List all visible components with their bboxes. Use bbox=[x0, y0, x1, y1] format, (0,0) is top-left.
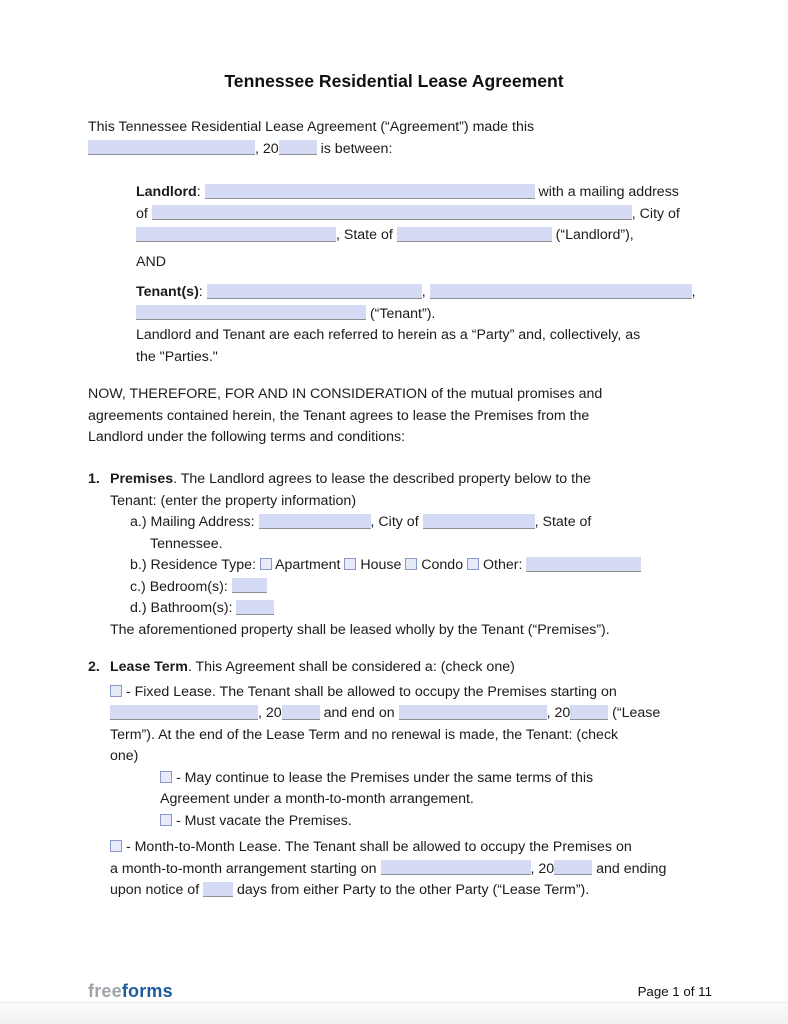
text-line bbox=[110, 555, 641, 577]
text: a month-to-month arrangement starting on bbox=[110, 860, 381, 877]
text: The aforementioned property shall be leased wholly by the Tenant (“Premises”). bbox=[110, 621, 610, 638]
text: : bbox=[198, 284, 207, 300]
checkbox[interactable] bbox=[405, 558, 417, 570]
blank-field[interactable] bbox=[110, 705, 258, 720]
bold-text: Premises bbox=[110, 471, 174, 487]
text-line bbox=[88, 117, 534, 139]
text: - May continue to lease the Premises under the same terms of this bbox=[172, 769, 594, 786]
text-line bbox=[88, 469, 641, 491]
text: , State of bbox=[336, 227, 397, 243]
and-separator bbox=[136, 252, 166, 274]
blank-field[interactable] bbox=[236, 600, 274, 615]
text-line bbox=[88, 139, 534, 161]
text: Landlord and Tenant are each referred to herein as a “Party” and, collectively, as bbox=[136, 327, 641, 343]
text-line bbox=[110, 534, 641, 556]
item-number: 1. bbox=[88, 471, 100, 487]
text-line bbox=[136, 282, 696, 304]
text: c.) Bedroom(s): bbox=[130, 578, 232, 595]
text: - Fixed Lease. The Tenant shall be allowed to occupy the Premises starting on bbox=[122, 683, 617, 700]
text: Agreement under a month-to-month arrangement. bbox=[160, 791, 474, 807]
text-line bbox=[136, 204, 680, 226]
text-line bbox=[110, 491, 641, 513]
text-line bbox=[88, 657, 666, 679]
text: of bbox=[136, 205, 152, 222]
text: , 20 bbox=[530, 860, 555, 877]
intro-paragraph bbox=[88, 117, 534, 160]
blank-field[interactable] bbox=[152, 205, 632, 220]
text: , bbox=[691, 284, 696, 300]
text-line bbox=[136, 252, 166, 274]
text: Tennessee. bbox=[150, 535, 223, 552]
text: : bbox=[196, 184, 205, 200]
checkbox[interactable] bbox=[344, 558, 356, 570]
text: , bbox=[421, 284, 430, 300]
blank-field[interactable] bbox=[397, 227, 552, 242]
logo-forms-text: forms bbox=[121, 981, 173, 1001]
text: is between: bbox=[316, 140, 393, 157]
text: Other: bbox=[479, 557, 527, 573]
bold-text: Landlord bbox=[136, 184, 197, 200]
text-line bbox=[136, 182, 680, 204]
checkbox[interactable] bbox=[160, 814, 172, 826]
text-line bbox=[136, 347, 696, 369]
text-line bbox=[110, 598, 641, 620]
text: - Month-to-Month Lease. The Tenant shall be allowed to occupy the Premises on bbox=[122, 839, 632, 855]
blank-field[interactable] bbox=[554, 860, 592, 875]
text: agreements contained herein, the Tenant agrees to lease the Premises from the bbox=[88, 407, 590, 424]
text: . This Agreement shall be considered a: (check one) bbox=[187, 659, 515, 675]
blank-field[interactable] bbox=[203, 882, 233, 897]
blank-field[interactable] bbox=[399, 705, 547, 720]
text: . The Landlord agrees to lease the described property below to the bbox=[173, 471, 591, 487]
text-line bbox=[136, 304, 696, 326]
text: Landlord under the following terms and conditions: bbox=[88, 429, 406, 445]
text-line bbox=[88, 406, 602, 428]
item-number: 2. bbox=[88, 659, 100, 675]
text: upon notice of bbox=[110, 882, 204, 898]
lease-term-section bbox=[88, 657, 667, 902]
text-line bbox=[110, 620, 641, 642]
bold-text: Tenant(s) bbox=[136, 284, 199, 300]
text-line bbox=[110, 768, 666, 790]
text: and end on bbox=[319, 705, 399, 721]
text: a.) Mailing Address: bbox=[130, 514, 259, 530]
text-line bbox=[110, 811, 666, 833]
text: , State of bbox=[534, 514, 592, 530]
text-line bbox=[110, 837, 666, 859]
text-line bbox=[110, 725, 666, 747]
blank-field[interactable] bbox=[279, 140, 317, 155]
blank-field[interactable] bbox=[381, 860, 531, 875]
text: (“Landlord”), bbox=[551, 227, 634, 243]
bold-text: Lease Term bbox=[110, 659, 188, 675]
text-line bbox=[110, 880, 666, 902]
blank-field[interactable] bbox=[423, 514, 535, 529]
text: NOW, THEREFORE, FOR AND IN CONSIDERATION of the mutual promises and bbox=[88, 386, 603, 402]
text-line bbox=[110, 577, 641, 599]
text: Condo bbox=[417, 557, 468, 573]
text-line bbox=[110, 512, 641, 534]
text: , City of bbox=[631, 205, 680, 222]
text: , 20 bbox=[255, 140, 279, 157]
text: (“Lease bbox=[608, 705, 661, 721]
text: This Tennessee Residential Lease Agreement (“Agreement”) made this bbox=[88, 119, 535, 135]
checkbox[interactable] bbox=[260, 558, 272, 570]
logo-free-text: free bbox=[88, 981, 122, 1001]
text: Term”). At the end of the Lease Term and no renewal is made, the Tenant: (check bbox=[110, 726, 619, 743]
blank-field[interactable] bbox=[232, 578, 267, 593]
blank-field[interactable] bbox=[136, 227, 336, 242]
text-line bbox=[88, 384, 602, 406]
text: days from either Party to the other Party (“Lease Term”). bbox=[233, 882, 590, 898]
blank-field[interactable] bbox=[430, 284, 692, 299]
text: Apartment bbox=[271, 557, 345, 573]
text: , 20 bbox=[546, 705, 571, 721]
text: b.) Residence Type: bbox=[130, 557, 260, 573]
tenant-clause bbox=[136, 282, 696, 368]
text: d.) Bathroom(s): bbox=[130, 600, 237, 616]
text-line bbox=[110, 746, 666, 768]
text-line bbox=[110, 859, 666, 881]
freeforms-logo bbox=[88, 981, 173, 1002]
text-line bbox=[110, 703, 666, 725]
text: AND bbox=[136, 254, 166, 270]
blank-field[interactable] bbox=[136, 305, 366, 320]
text-line bbox=[136, 325, 696, 347]
text-line bbox=[136, 225, 680, 247]
text: - Must vacate the Premises. bbox=[172, 812, 352, 829]
consideration-paragraph bbox=[88, 384, 602, 449]
text: , City of bbox=[370, 514, 423, 530]
blank-field[interactable] bbox=[282, 705, 320, 720]
text-line bbox=[110, 682, 666, 704]
text: (“Tenant”). bbox=[366, 305, 436, 322]
blank-field[interactable] bbox=[88, 140, 255, 155]
text: one) bbox=[110, 748, 139, 764]
blank-field[interactable] bbox=[526, 557, 641, 572]
blank-field[interactable] bbox=[570, 705, 608, 720]
text-line bbox=[110, 789, 666, 811]
page-bottom-edge bbox=[0, 1002, 788, 1024]
text: Tenant: (enter the property information) bbox=[110, 492, 357, 509]
text: with a mailing address bbox=[534, 184, 679, 200]
checkbox[interactable] bbox=[160, 771, 172, 783]
text: and ending bbox=[592, 860, 667, 877]
checkbox[interactable] bbox=[110, 840, 122, 852]
blank-field[interactable] bbox=[207, 284, 422, 299]
document-title: Tennessee Residential Lease Agreement bbox=[224, 71, 564, 91]
blank-field[interactable] bbox=[205, 184, 535, 199]
text-line bbox=[88, 427, 602, 449]
premises-section bbox=[88, 469, 641, 641]
text: the "Parties." bbox=[136, 348, 218, 365]
blank-field[interactable] bbox=[259, 514, 371, 529]
text: , 20 bbox=[258, 705, 282, 721]
checkbox[interactable] bbox=[110, 685, 122, 697]
text: House bbox=[356, 557, 406, 573]
checkbox[interactable] bbox=[467, 558, 479, 570]
landlord-clause bbox=[136, 182, 680, 247]
page-number: Page 1 of 11 bbox=[637, 984, 712, 999]
